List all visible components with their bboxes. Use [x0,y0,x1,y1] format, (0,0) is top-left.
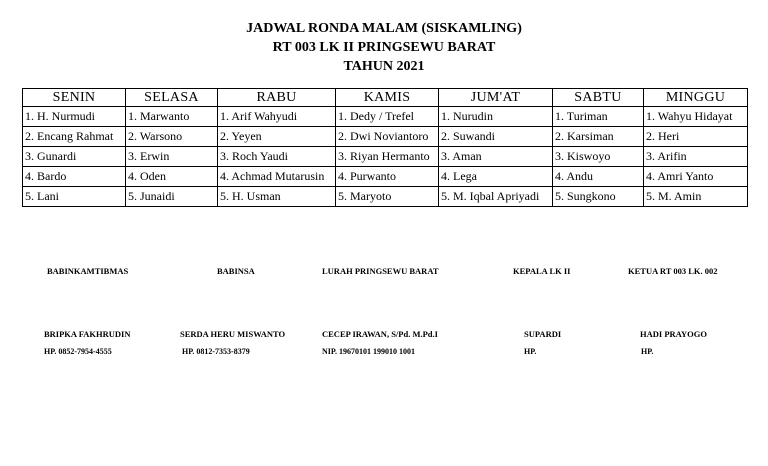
table-cell: 3. Arifin [644,147,748,167]
table-cell: 4. Oden [126,167,218,187]
document-subtitle-rt: RT 003 LK II PRINGSEWU BARAT [272,40,496,55]
signatory-title-babinsa: BABINSA [217,266,255,276]
table-cell: 3. Roch Yaudi [218,147,336,167]
table-cell: 1. Wahyu Hidayat [644,107,748,127]
table-cell: 2. Dwi Noviantoro [336,127,439,147]
column-header-senin: SENIN [23,89,126,107]
signatory-phone-ketua-rt: HP. [641,347,654,356]
signatory-nip-lurah: NIP. 19670101 199010 1001 [322,347,416,356]
table-cell: 2. Heri [644,127,748,147]
column-header-rabu: RABU [218,89,336,107]
table-row [23,127,748,147]
signatory-name-babinkamtibmas: BRIPKA FAKHRUDIN [44,329,131,339]
document-title: JADWAL RONDA MALAM (SISKAMLING) [246,21,522,36]
column-header-jumat: JUM'AT [439,89,553,107]
table-row [23,187,748,207]
table-cell: 4. Lega [439,167,553,187]
table-cell: 3. Gunardi [23,147,126,167]
table-cell: 5. Maryoto [336,187,439,207]
schedule-header-row [23,89,748,107]
table-cell: 3. Erwin [126,147,218,167]
table-cell: 1. Marwanto [126,107,218,127]
table-cell: 2. Suwandi [439,127,553,147]
table-cell: 1. Turiman [553,107,644,127]
table-cell: 2. Yeyen [218,127,336,147]
signatory-phone-babinsa: HP. 0812-7353-8379 [182,347,250,356]
table-cell: 5. M. Iqbal Apriyadi [439,187,553,207]
table-cell: 2. Karsiman [553,127,644,147]
table-cell: 1. Arif Wahyudi [218,107,336,127]
table-cell: 2. Encang Rahmat [23,127,126,147]
column-header-kamis: KAMIS [336,89,439,107]
table-cell: 3. Aman [439,147,553,167]
document-subtitle-year: TAHUN 2021 [343,59,425,74]
table-cell: 1. Dedy / Trefel [336,107,439,127]
table-cell: 4. Andu [553,167,644,187]
table-row [23,147,748,167]
signatory-title-kepala-lk: KEPALA LK II [513,266,571,276]
table-row [23,107,748,127]
column-header-selasa: SELASA [126,89,218,107]
table-cell: 1. Nurudin [439,107,553,127]
table-cell: 5. Junaidi [126,187,218,207]
table-cell: 5. H. Usman [218,187,336,207]
signatory-name-lurah: CECEP IRAWAN, S/Pd. M.Pd.I [322,329,438,339]
table-cell: 5. M. Amin [644,187,748,207]
column-header-sabtu: SABTU [553,89,644,107]
signatory-title-lurah: LURAH PRINGSEWU BARAT [322,266,439,276]
table-cell: 3. Riyan Hermanto [336,147,439,167]
table-cell: 2. Warsono [126,127,218,147]
table-cell: 5. Sungkono [553,187,644,207]
schedule-table [22,88,748,207]
signatory-title-ketua-rt: KETUA RT 003 LK. 002 [628,266,718,276]
table-cell: 4. Purwanto [336,167,439,187]
column-header-minggu: MINGGU [644,89,748,107]
table-cell: 5. Lani [23,187,126,207]
signatory-phone-kepala-lk: HP. [524,347,537,356]
table-cell: 4. Achmad Mutarusin [218,167,336,187]
signatory-title-babinkamtibmas: BABINKAMTIBMAS [47,266,129,276]
table-row [23,167,748,187]
signatory-name-babinsa: SERDA HERU MISWANTO [180,329,286,339]
signatory-name-ketua-rt: HADI PRAYOGO [640,329,707,339]
signatory-name-kepala-lk: SUPARDI [524,329,562,339]
table-cell: 3. Kiswoyo [553,147,644,167]
table-cell: 4. Bardo [23,167,126,187]
table-cell: 1. H. Nurmudi [23,107,126,127]
table-cell: 4. Amri Yanto [644,167,748,187]
signatory-phone-babinkamtibmas: HP. 0852-7954-4555 [44,347,112,356]
